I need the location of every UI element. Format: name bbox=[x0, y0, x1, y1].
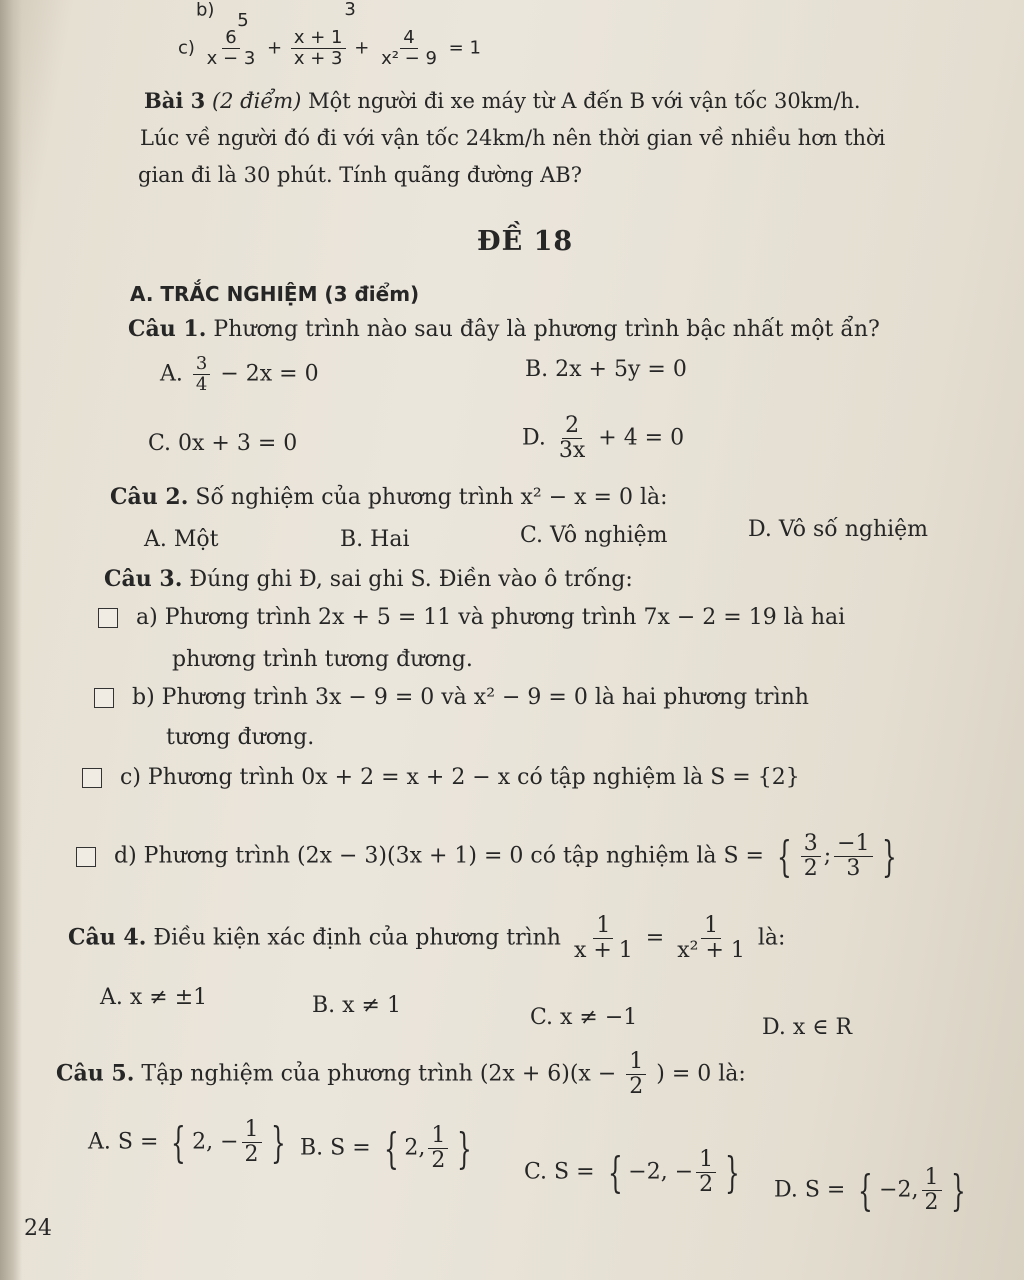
bai3-line1: Bài 3 (2 điểm) Một người đi xe máy từ A đến B với vận tốc 30km/h. bbox=[144, 88, 861, 113]
section-a-title: A. TRẮC NGHIỆM (3 điểm) bbox=[130, 282, 420, 306]
q4-option-b: B. x ≠ 1 bbox=[312, 993, 401, 1018]
q3-question: Câu 3. Đúng ghi Đ, sai ghi S. Điền vào ô trống: bbox=[104, 566, 633, 592]
q4-option-c: C. x ≠ −1 bbox=[530, 1005, 638, 1030]
page-number: 24 bbox=[24, 1216, 52, 1241]
q1-question: Câu 1. Phương trình nào sau đây là phương trình bậc nhất một ẩn? bbox=[128, 316, 880, 342]
q1-option-b: B. 2x + 5y = 0 bbox=[525, 357, 687, 382]
q5-question: Câu 5. Tập nghiệm của phương trình (2x + 6)(x − $\frac{1}{2}$ ) = 0 là: bbox=[56, 1049, 746, 1100]
q1-option-a: A. $\frac{3}{4}$ − 2x = 0 bbox=[160, 353, 319, 395]
q4-option-d: D. x ∈ R bbox=[762, 1015, 853, 1040]
q3-item-b-cont: tương đương. bbox=[166, 725, 315, 750]
q3-item-c: c) Phương trình 0x + 2 = x + 2 − x có tập nghiệm là S = {2} bbox=[82, 764, 800, 792]
answer-checkbox-d[interactable] bbox=[76, 847, 96, 867]
q2-option-d: D. Vô số nghiệm bbox=[748, 517, 929, 542]
q5-option-a: A. S = { 2, − $\frac{1}{2}$ } bbox=[88, 1117, 286, 1168]
q4-question: Câu 4. Điều kiện xác định của phương trình $\frac{1}{x + 1}$ = $\frac{1}{\text{x² + 1}}$ là: bbox=[68, 913, 786, 964]
bai3-line3: gian đi là 30 phút. Tính quãng đường AB? bbox=[138, 163, 582, 187]
q2-option-b: B. Hai bbox=[340, 527, 410, 552]
answer-checkbox-c[interactable] bbox=[82, 768, 102, 788]
answer-checkbox-a[interactable] bbox=[98, 608, 118, 628]
q5-option-c: C. S = { −2, − $\frac{1}{2}$ } bbox=[524, 1147, 740, 1198]
bai3-line2: Lúc về người đó đi với vận tốc 24km/h nên thời gian về nhiều hơn thời bbox=[140, 126, 886, 150]
answer-checkbox-b[interactable] bbox=[94, 688, 114, 708]
q2-question: Câu 2. Số nghiệm của phương trình x² − x = 0 là: bbox=[110, 484, 668, 510]
q2-option-c: C. Vô nghiệm bbox=[520, 523, 668, 548]
q3-item-b: b) Phương trình 3x − 9 = 0 và x² − 9 = 0 là hai phương trình bbox=[94, 684, 809, 712]
q5-option-d: D. S = { −2, $\frac{1}{2}$ } bbox=[774, 1165, 966, 1216]
q1-option-d: D. $\frac{2}{3x}$ + 4 = 0 bbox=[522, 413, 685, 464]
q3-item-a: a) Phương trình 2x + 5 = 11 và phương trình 7x − 2 = 19 là hai bbox=[98, 604, 845, 632]
exam-title: ĐỀ 18 bbox=[477, 226, 574, 257]
q4-option-a: A. x ≠ ±1 bbox=[100, 985, 208, 1010]
page-fold-shadow bbox=[0, 0, 22, 1280]
q3-item-d: d) Phương trình (2x − 3)(3x + 1) = 0 có tập nghiệm là S = { $\frac{3}{2}$ ; $\frac{-1}{3}$ } bbox=[76, 832, 902, 881]
q5-option-b: B. S = { 2, $\frac{1}{2}$ } bbox=[300, 1123, 473, 1174]
q3-item-a-cont: phương trình tương đương. bbox=[172, 647, 473, 672]
q2-option-a: A. Một bbox=[144, 527, 219, 552]
item-c-equation: c) $\frac{6}{x - 3}$ + $\frac{x + 1}{x + 3}$ + $\frac{4}{\text{x² − 9}}$ = 1 bbox=[178, 27, 481, 69]
q1-option-c: C. 0x + 3 = 0 bbox=[148, 431, 298, 456]
item-b-partial: b) 5 3 bbox=[196, 0, 356, 31]
